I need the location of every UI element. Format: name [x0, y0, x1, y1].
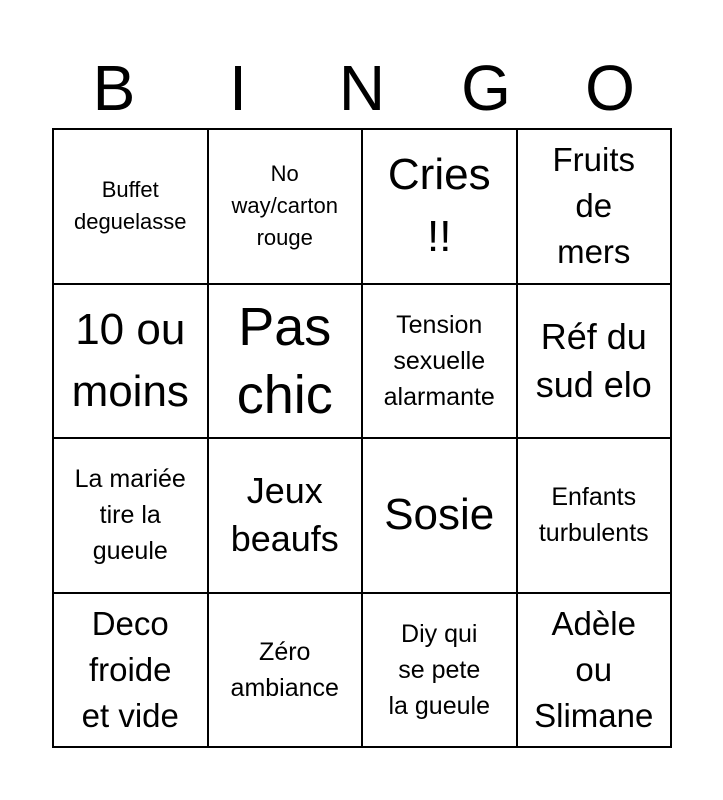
bingo-board — [52, 128, 672, 748]
cell-text: 10 ou moins — [71, 304, 189, 416]
bingo-cell[interactable] — [54, 439, 209, 594]
bingo-cell[interactable] — [518, 285, 673, 440]
cell-text: Diy qui se pete la gueule — [388, 619, 490, 720]
header-letter-b: B — [92, 52, 136, 124]
bingo-cell[interactable] — [363, 439, 518, 594]
cell-text: Deco froide et vide — [81, 604, 179, 734]
cell-text: Fruits de mers — [552, 141, 635, 271]
bingo-cell[interactable] — [363, 130, 518, 285]
bingo-cell[interactable] — [209, 285, 364, 440]
bingo-cell[interactable] — [209, 130, 364, 285]
cell-text: Buffet deguelasse — [73, 177, 187, 235]
bingo-cell[interactable] — [363, 285, 518, 440]
bingo-cell[interactable] — [54, 130, 209, 285]
cell-text: Réf du sud elo — [535, 315, 652, 405]
header-letter-g: G — [461, 52, 511, 124]
cell-text: Zéro ambiance — [230, 637, 339, 702]
header-letter-o: O — [585, 52, 635, 124]
cell-text: Enfants turbulents — [538, 483, 649, 548]
cell-text: Sosie — [384, 490, 495, 540]
cell-text: Cries !! — [387, 150, 491, 262]
cell-text: No way/carton rouge — [231, 161, 338, 251]
cell-text: Adèle ou Slimane — [534, 604, 654, 734]
bingo-cell[interactable] — [518, 130, 673, 285]
bingo-cell[interactable] — [518, 439, 673, 594]
cell-text: Tension sexuelle alarmante — [383, 310, 495, 411]
header-letter-i: I — [229, 52, 247, 124]
bingo-cell[interactable] — [363, 594, 518, 749]
bingo-cell[interactable] — [54, 285, 209, 440]
bingo-cell[interactable] — [209, 594, 364, 749]
bingo-cell[interactable] — [209, 439, 364, 594]
header-letter-n: N — [338, 52, 386, 124]
cell-text: La mariée tire la gueule — [74, 465, 186, 566]
cell-text: Pas chic — [236, 296, 333, 425]
bingo-cell[interactable] — [518, 594, 673, 749]
bingo-header — [52, 48, 672, 128]
bingo-cell[interactable] — [54, 594, 209, 749]
cell-text: Jeux beaufs — [230, 470, 339, 560]
